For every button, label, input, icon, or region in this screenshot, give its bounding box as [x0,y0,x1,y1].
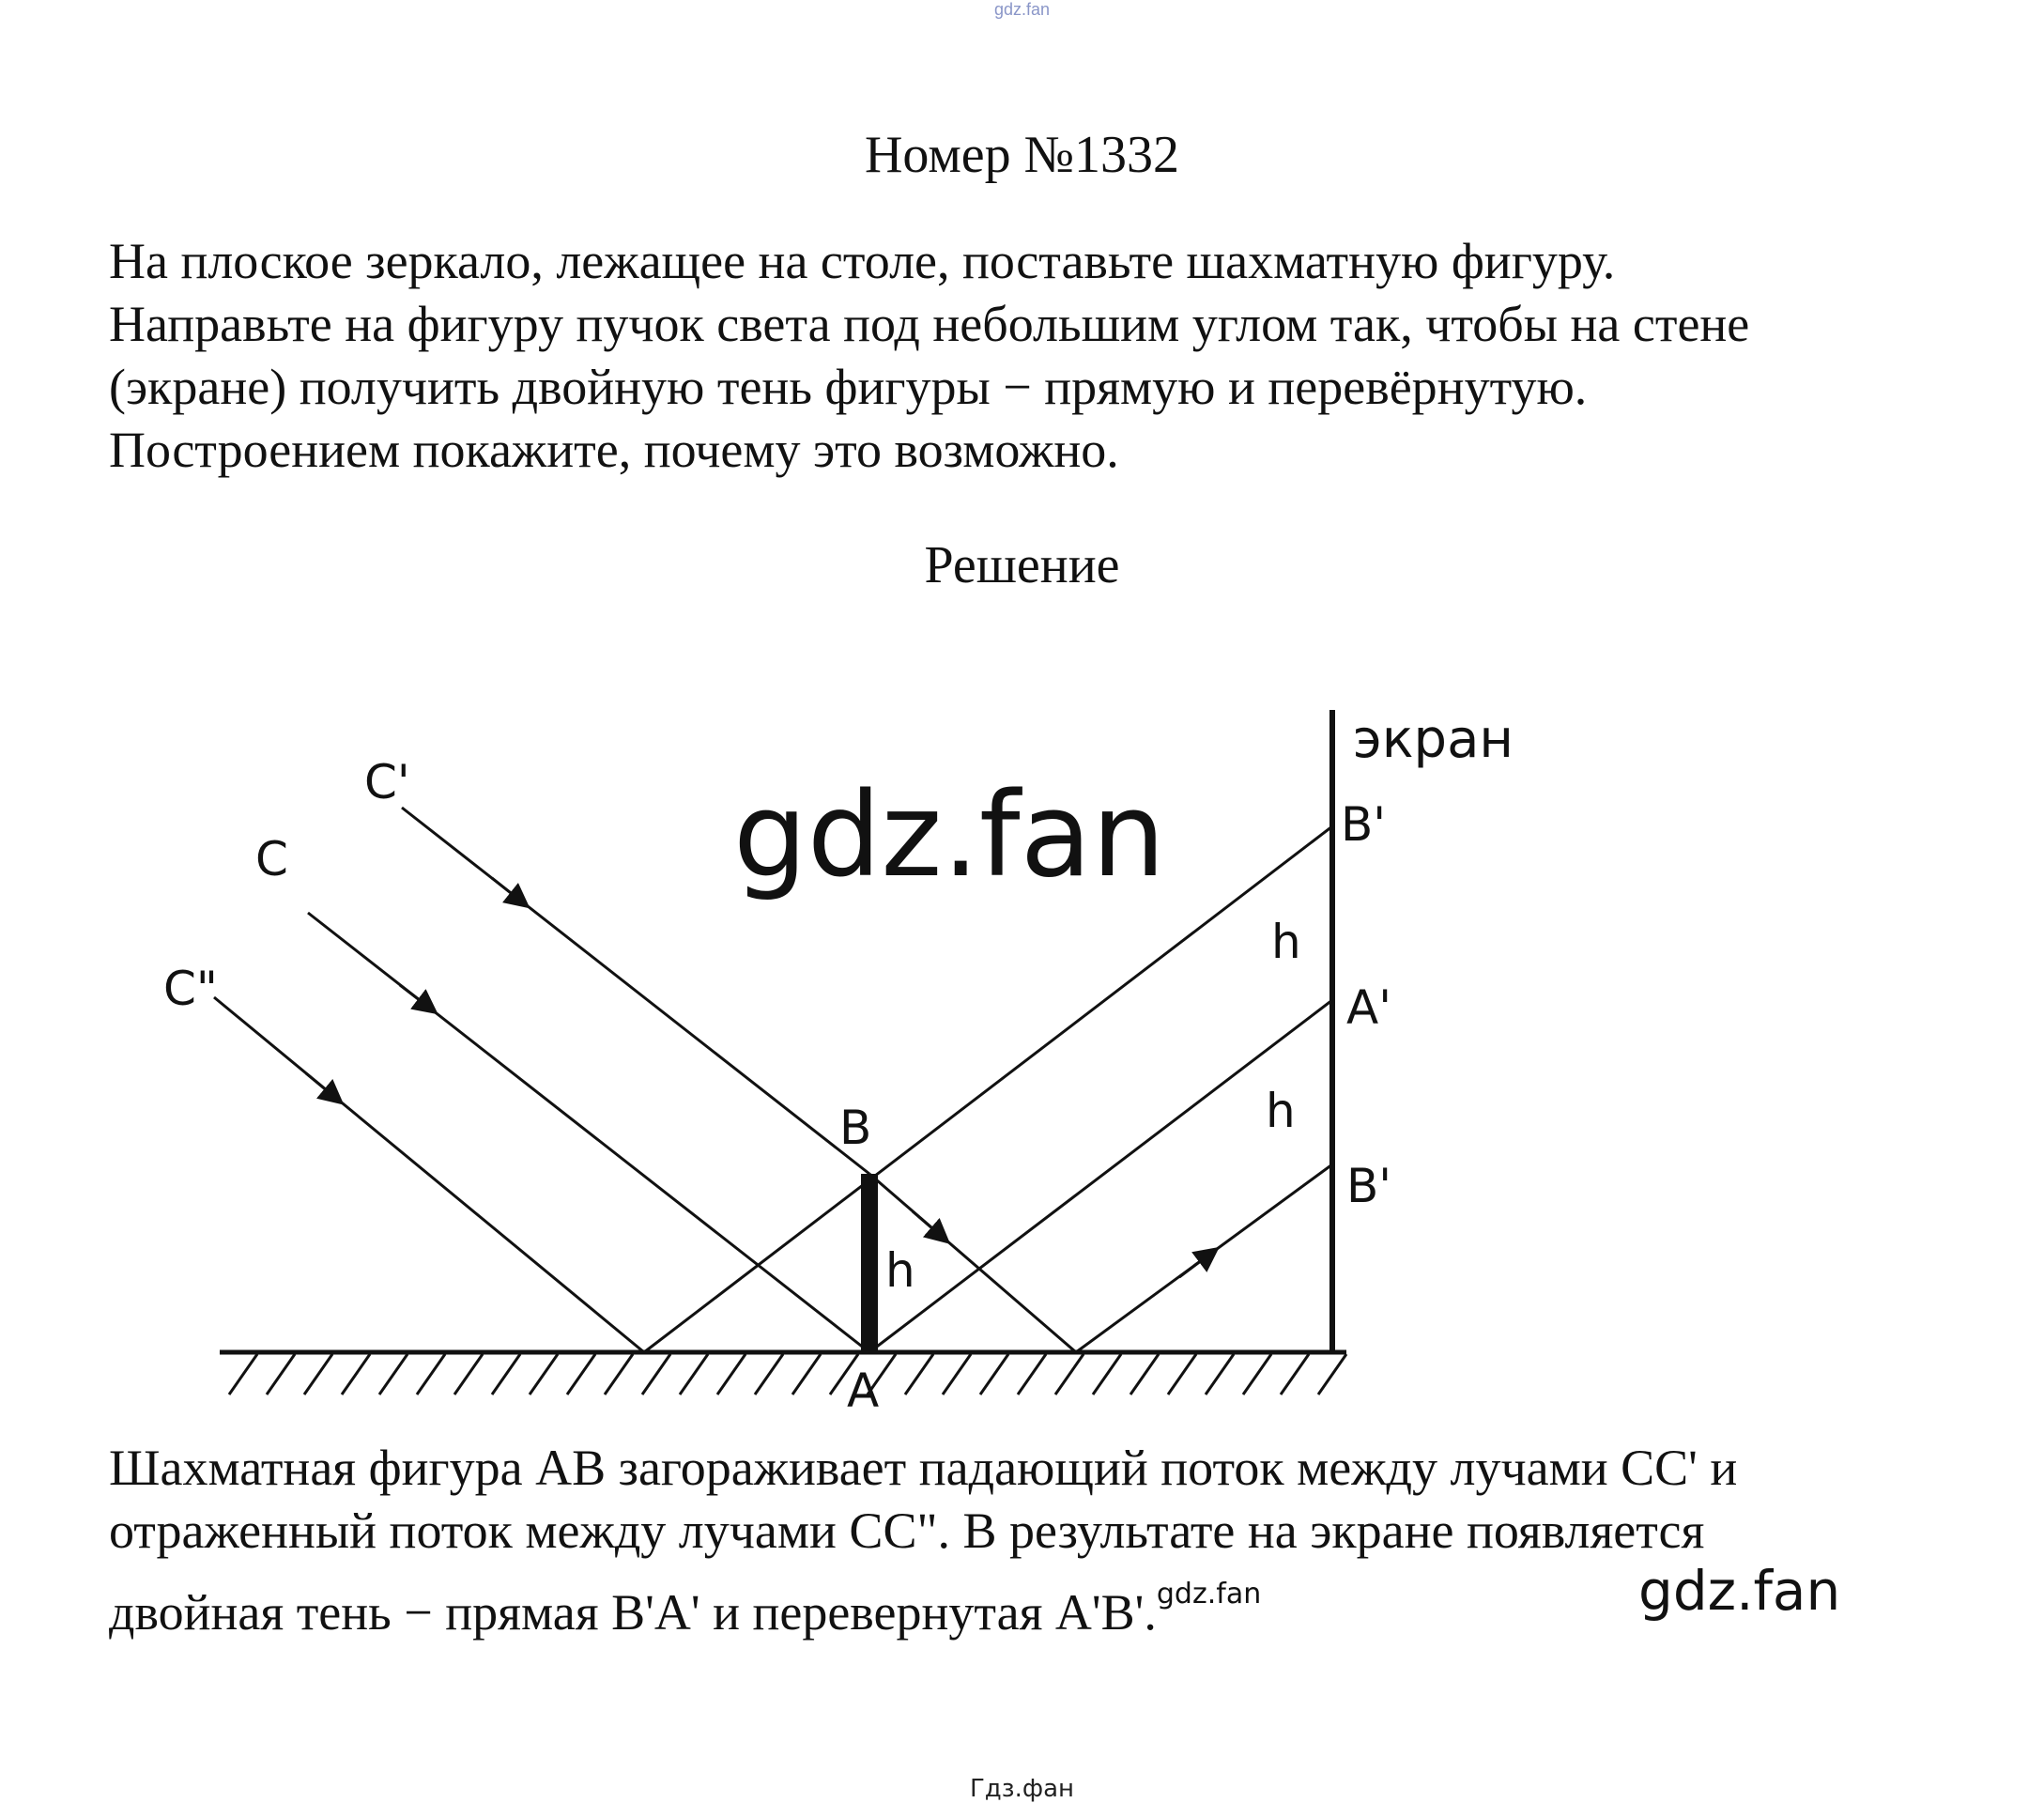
page-title: Номер №1332 [864,126,1180,184]
watermark-bottom: Гдз.фан [969,1775,1075,1803]
explanation-line: двойная тень − прямая В'А' и перевернутая А'В'. [109,1584,1157,1641]
arrow-c-double [306,1073,334,1097]
explanation-line: отраженный поток между лучами СС". В результате на экране появляется [109,1502,1705,1559]
arrow-reflected [1179,1255,1209,1277]
incident-ray-c [308,913,872,1352]
label-b-prime-bottom: B' [1346,1159,1392,1213]
label-c: C [255,832,288,886]
label-h-lower: h [1266,1084,1296,1138]
mirror-hatching [229,1354,1346,1395]
label-h-figure: h [885,1243,915,1298]
label-c-prime: C' [364,755,410,809]
task-line: Построением покажите, почему это возможно. [109,422,1119,478]
task-line: На плоское зеркало, лежащее на столе, поставьте шахматную фигуру. [109,233,1616,289]
label-c-double: C" [163,962,218,1016]
task-line: Направьте на фигуру пучок света под небольшим углом так, чтобы на стене [109,296,1750,352]
task-text [109,230,1987,482]
solution-heading: Решение [924,536,1120,594]
label-h-upper: h [1271,915,1301,969]
inline-watermark: gdz.fan [1156,1578,1262,1610]
label-b: B [839,1101,872,1155]
label-b-prime-top: B' [1341,797,1387,852]
label-a-prime: A' [1346,980,1391,1035]
incident-ray-c-double [214,997,644,1352]
reflected-ray-to-b-prime-top [644,826,1332,1352]
chess-piece-ab [861,1174,878,1352]
mirror-diagram [109,657,1514,1418]
label-a: A [847,1364,880,1418]
arrow-c [400,985,428,1007]
explanation-line: Шахматная фигура АВ загораживает падающий поток между лучами СС' и [109,1440,1738,1496]
task-line: (экране) получить двойную тень фигуры − прямую и перевёрнутую. [109,359,1588,415]
reflected-ray-to-a-prime [869,1000,1332,1352]
label-screen: экран [1353,709,1514,770]
figure-watermark: gdz.fan [733,768,1166,903]
arrow-c-prime [492,878,520,901]
watermark-top: gdz.fan [993,0,1051,19]
side-watermark: gdz.fan [1638,1559,1841,1623]
arrow-c-prime-continued [913,1211,941,1236]
